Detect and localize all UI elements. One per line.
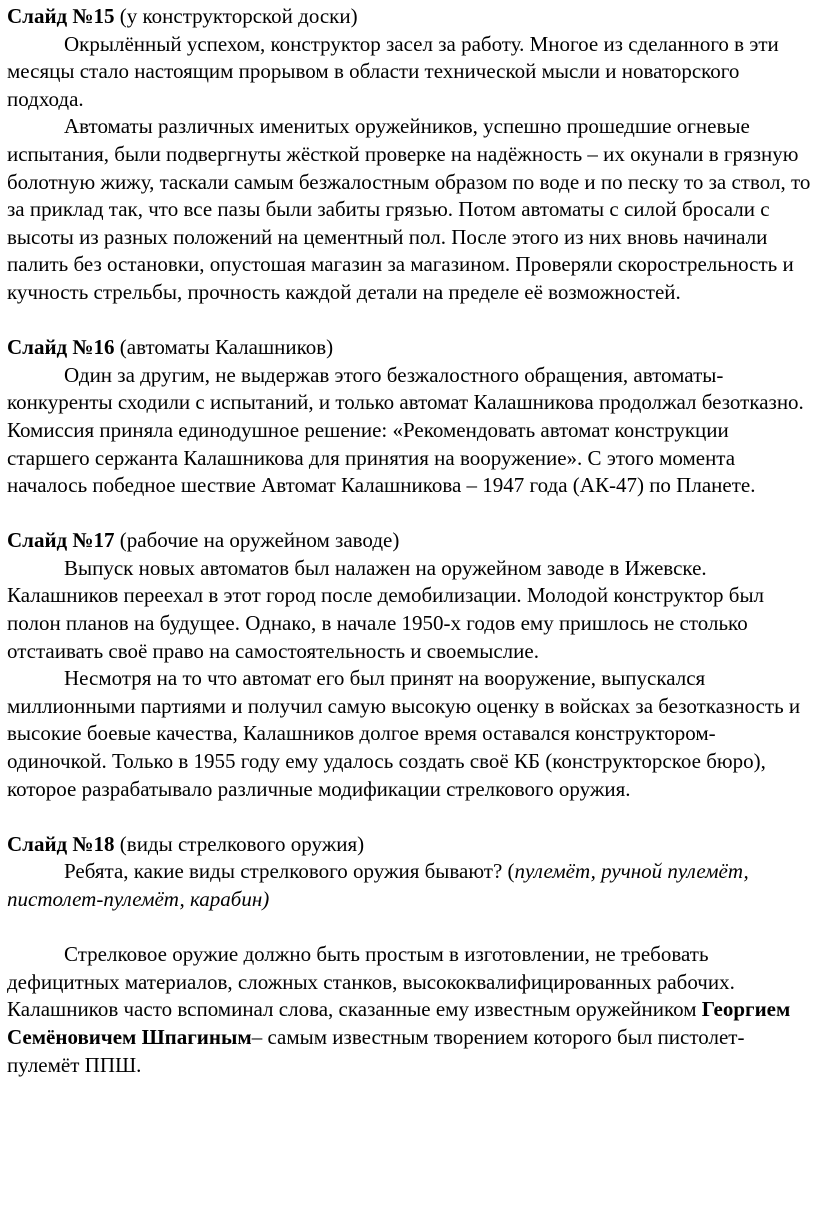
slide-15-paragraph-1: Окрылённый успехом, конструктор засел за работу. Многое из сделанного в эти месяцы стало настоящим прорывом в области технической мысли и новаторского подхода. [7,31,779,111]
slide-18-final-text-after: – самым известным творением которого был пистолет-пулемёт ППШ. [7,1024,745,1077]
slide-15-caption: (у конструкторской доски) [114,4,358,28]
slide-18-section [7,831,812,1079]
slide-18-caption: (виды стрелкового оружия) [114,831,365,856]
slide-17-heading [7,527,812,555]
slide-17-section [7,527,812,803]
slide-17-caption: (рабочие на оружейном заводе) [114,528,400,553]
slide-16-label: Слайд №16 [7,335,115,360]
slide-18-label: Слайд №18 [7,831,115,856]
slide-18-question: Ребята, какие виды стрелкового оружия бывают? ( [64,859,515,884]
slide-17-paragraph-2: Несмотря на то что автомат его был принят на вооружение, выпускался миллионными партиями и получил самую высокую оценку в войсках за безотказность и высокие боевые качества, Калашников долгое время оставался конструктором-одиночкой. Только в 1955 году ему удалось создать своё КБ (конструкторское бюро), которое разрабатывало различные модификации стрелкового оружия. [7,666,801,801]
slide-15-label: Слайд №15 [7,4,115,28]
slide-15-paragraph-2: Автоматы различных именитых оружейников, успешно прошедшие огневые испытания, были подвергнуты жёсткой проверке на надёжность – их окунали в грязную болотную жижу, таскали самым безжалостным образом по воде и по песку то за ствол, то за приклад так, что все пазы были забиты грязью. Потом автоматы с силой бросали с высоты из разных положений на цементный пол. После этого из них вновь начинали палить без остановки, опустошая магазин за магазином. Проверяли скорострельность и кучность стрельбы, прочность каждой детали на пределе её возможностей. [7,114,811,304]
slide-16-heading [7,334,812,362]
slide-15-section [7,3,812,307]
slide-16-section [7,334,812,500]
slide-18-final-text-before: Стрелковое оружие должно быть простым в изготовлении, не требовать дефицитных материалов, сложных станков, высококвалифицированных рабочих. Калашников часто вспоминал слова, сказанные ему известным оружейником [7,942,735,1022]
slide-18-final-paragraph [7,941,812,1079]
slide-17-label: Слайд №17 [7,528,115,553]
slide-18-shpagin-name: Георгием Семёновичем Шпагиным [7,997,791,1049]
slide-16-caption: (автоматы Калашников) [114,335,334,360]
slide-18-question-paragraph [7,858,812,913]
slide-16-paragraph-1: Один за другим, не выдержав этого безжалостного обращения, автоматы-конкуренты сходили с испытаний, и только автомат Калашникова продолжал безотказно. Комиссия приняла единодушное решение: «Рекомендовать автомат конструкции старшего сержанта Калашникова для принятия на вооружение». С этого момента началось победное шествие Автомат Калашникова – 1947 года (АК-47) по Планете. [7,362,804,498]
slide-18-answer: пулемёт, ручной пулемёт, пистолет-пулемёт, карабин) [7,859,749,911]
slide-17-paragraph-1: Выпуск новых автоматов был налажен на оружейном заводе в Ижевске. Калашников переехал в этот город после демобилизации. Молодой конструктор был полон планов на будущее. Однако, в начале 1950-х годов ему пришлось не столько отстаивать своё право на самостоятельность и своемыслие. [7,555,765,663]
slide-15-heading [7,3,812,31]
slide-18-heading [7,831,812,859]
